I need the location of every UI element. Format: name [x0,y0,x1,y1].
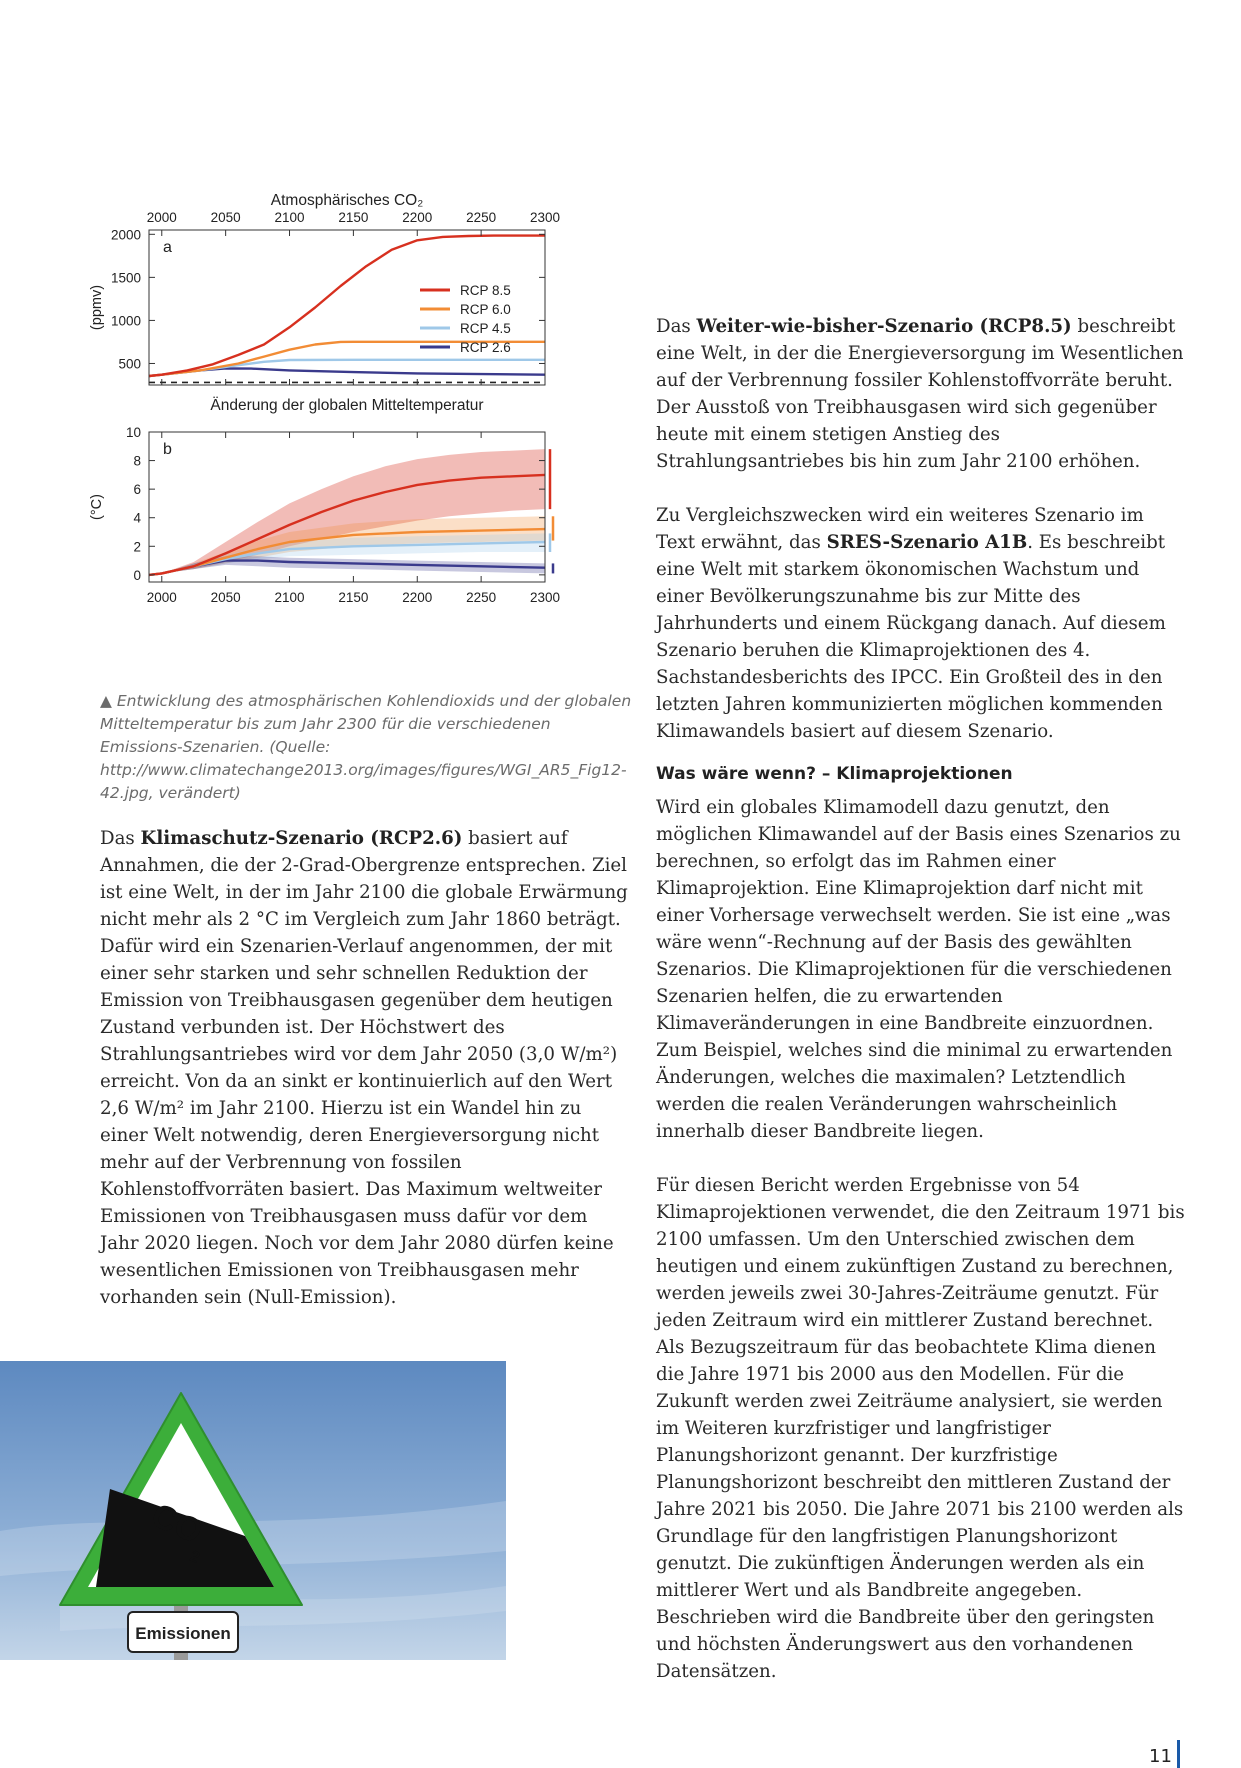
x-tick-label: 2300 [529,210,561,225]
y-tick-label: 500 [118,356,141,372]
y-tick-label: 1500 [110,270,141,286]
x-tick-label: 2050 [210,590,241,605]
y-tick-label: 10 [125,425,141,440]
page-number: 11 [1149,1746,1172,1767]
y-tick-label: 6 [133,482,141,498]
caption-marker-icon: ▲ [100,692,112,710]
y-tick-label: 8 [133,453,141,469]
right-text-column [656,313,1186,1685]
x-tick-label: 2000 [146,210,177,225]
method-paragraph: Für diesen Bericht werden Ergebnisse von 54 Klimaprojektionen verwendet, die den Zeitraum 1971 bis 2100 umfassen. Um den Unterschied zwischen dem heutigen und einem zukünftigen Zustand zu berechnen, werden jeweils zwei 30-Jahres-Zeiträume genutzt. Für jeden Zeitraum wird ein mittlerer Zustand berechnet. Als Bezugszeitraum für das beobachtete Klima dienen die Jahre 1971 bis 2000 aus den Modellen. Für die Zukunft werden zwei Zeiträume analysiert, sie werden im Weiteren kurzfristiger und langfristiger Planungshorizont genannt. Der kurzfristige Planungshorizont beschreibt den mittleren Zustand der Jahre 2021 bis 2050. Die Jahre 2071 bis 2100 werden als Grundlage für den langfristigen Planungshorizont genutzt. Die zukünftigen Änderungen werden als ein mittlerer Wert und als Bandbreite angegeben. Beschrieben wird die Bandbreite über den geringsten und höchsten Änderungswert aus den vorhandenen Datensätzen. [656,1175,1185,1682]
y-tick-label: 2 [133,539,141,555]
legend-label: RCP 2.6 [460,340,511,355]
caption-text: Entwicklung des atmosphärischen Kohlendioxids und der globalen Mitteltemperatur bis zum Jahr 2300 für die verschiedenen Emissions-Szenarien. (Quelle: http://www.climatechange2013.org/images/figures/WGI_AR5_Fig12-42.jpg, verändert) [100,692,632,802]
x-tick-label: 2100 [274,210,305,225]
y-tick-label: 1000 [110,313,141,329]
x-tick-label: 2050 [210,210,241,225]
legend-label: RCP 4.5 [460,321,511,336]
section-heading: Was wäre wenn? – Klimaprojektionen [656,764,1013,784]
panel-label: a [163,239,172,256]
x-tick-label: 2250 [466,210,497,225]
page-number-bar [1177,1740,1180,1768]
x-tick-label: 2250 [466,590,497,605]
x-tick-label: 2000 [146,590,177,605]
x-tick-label: 2100 [274,590,305,605]
sign-co2-text: CO [145,1496,208,1552]
left-text-column [100,825,630,1311]
y-axis-label: (ppmv) [89,284,105,331]
rcp26-term: Klimaschutz-Szenario (RCP2.6) [140,828,463,849]
x-tick-label: 2200 [402,210,433,225]
chart-title: Atmosphärisches CO₂ [270,192,424,209]
legend-label: RCP 8.5 [460,283,511,298]
sres-term: SRES-Szenario A1B [826,532,1028,553]
rcp26-paragraph: Das Klimaschutz-Szenario (RCP2.6) basiert auf Annahmen, die der 2-Grad-Obergrenze entsprechen. Ziel ist eine Welt, in der im Jahr 2100 die globale Erwärmung nicht mehr als 2 °C im Vergleich zum Jahr 1860 beträgt. Dafür wird ein Szenarien-Verlauf angenommen, der mit einer sehr starken und sehr schnellen Reduktion der Emission von Treibhausgasen gegenüber dem heutigen Zustand verbunden ist. Der Höchstwert des Strahlungsantriebes wird vor dem Jahr 2050 (3,0 W/m²) erreicht. Von da an sinkt er kontinuierlich auf den Wert 2,6 W/m² im Jahr 2100. Hierzu ist ein Wandel hin zu einer Welt notwendig, deren Energieversorgung nicht mehr auf der Verbrennung von fossilen Kohlenstoffvorräten basiert. Das Maximum weltweiter Emissionen von Treibhausgasen muss dafür vor dem Jahr 2020 liegen. Noch vor dem Jahr 2080 dürfen keine wesentlichen Emissionen von Treibhausgasen mehr vorhanden sein (Null-Emission). [100,828,628,1308]
uncertainty-band [149,449,545,575]
y-tick-label: 2000 [110,227,141,243]
panel-label: b [163,441,172,458]
chart-title: Änderung der globalen Mitteltemperatur [210,397,484,414]
co2-panel [89,192,560,385]
y-tick-label: 0 [133,567,141,583]
x-tick-label: 2300 [529,590,561,605]
sign-co2-subscript: 2 [187,1547,203,1567]
rcp85-paragraph: Das Weiter-wie-bisher-Szenario (RCP8.5) beschreibt eine Welt, in der die Energieversorgung im Wesentlichen auf der Verbrennung fossiler Kohlenstoffvorräte beruht. Der Ausstoß von Treibhausgasen wird sich gegenüber heute mit einem stetigen Anstieg des Strahlungsantriebes bis hin zum Jahr 2100 erhöhen. [656,316,1184,472]
rcp85-term: Weiter-wie-bisher-Szenario (RCP8.5) [696,316,1072,337]
y-axis-label: (°C) [89,494,105,520]
projection-paragraph: Wird ein globales Klimamodell dazu genutzt, den möglichen Klimawandel auf der Basis eines Szenarios zu berechnen, so erfolgt das im Rahmen einer Klimaprojektion. Eine Klimaprojektion darf nicht mit einer Vorhersage verwechselt werden. Sie ist eine „was wäre wenn“-Rechnung auf der Basis des gewählten Szenarios. Die Klimaprojektionen für die verschiedenen Szenarien helfen, die zu erwartenden Klimaveränderungen in eine Bandbreite einzuordnen. Zum Beispiel, welches sind die minimal zu erwartenden Änderungen, welches die maximalen? Letztendlich werden die realen Veränderungen wahrscheinlich innerhalb dieser Bandbreite liegen. [656,797,1181,1142]
temperature-panel [89,397,560,605]
climate-chart [89,192,635,675]
x-tick-label: 2150 [338,590,369,605]
sres-paragraph: Zu Vergleichszwecken wird ein weiteres Szenario im Text erwähnt, das SRES-Szenario A1B. Es beschreibt eine Welt mit starkem ökonomischen Wachstum und einer Bevölkerungszunahme bis zur Mitte des Jahrhunderts und einem Rückgang danach. Auf diesem Szenario beruhen die Klimaprojektionen des 4. Sachstandesberichts des IPCC. Ein Großteil des in den letzten Jahren kommunizierten möglichen kommenden Klimawandels basiert auf diesem Szenario. [656,505,1166,742]
x-tick-label: 2150 [338,210,369,225]
co2-sign-photo [0,1361,506,1660]
y-tick-label: 4 [133,510,141,526]
sign-label: Emissionen [135,1624,231,1643]
figure-caption [100,690,635,805]
co2-sign-image [0,1361,506,1660]
legend-label: RCP 6.0 [460,302,511,317]
x-tick-label: 2200 [402,590,433,605]
